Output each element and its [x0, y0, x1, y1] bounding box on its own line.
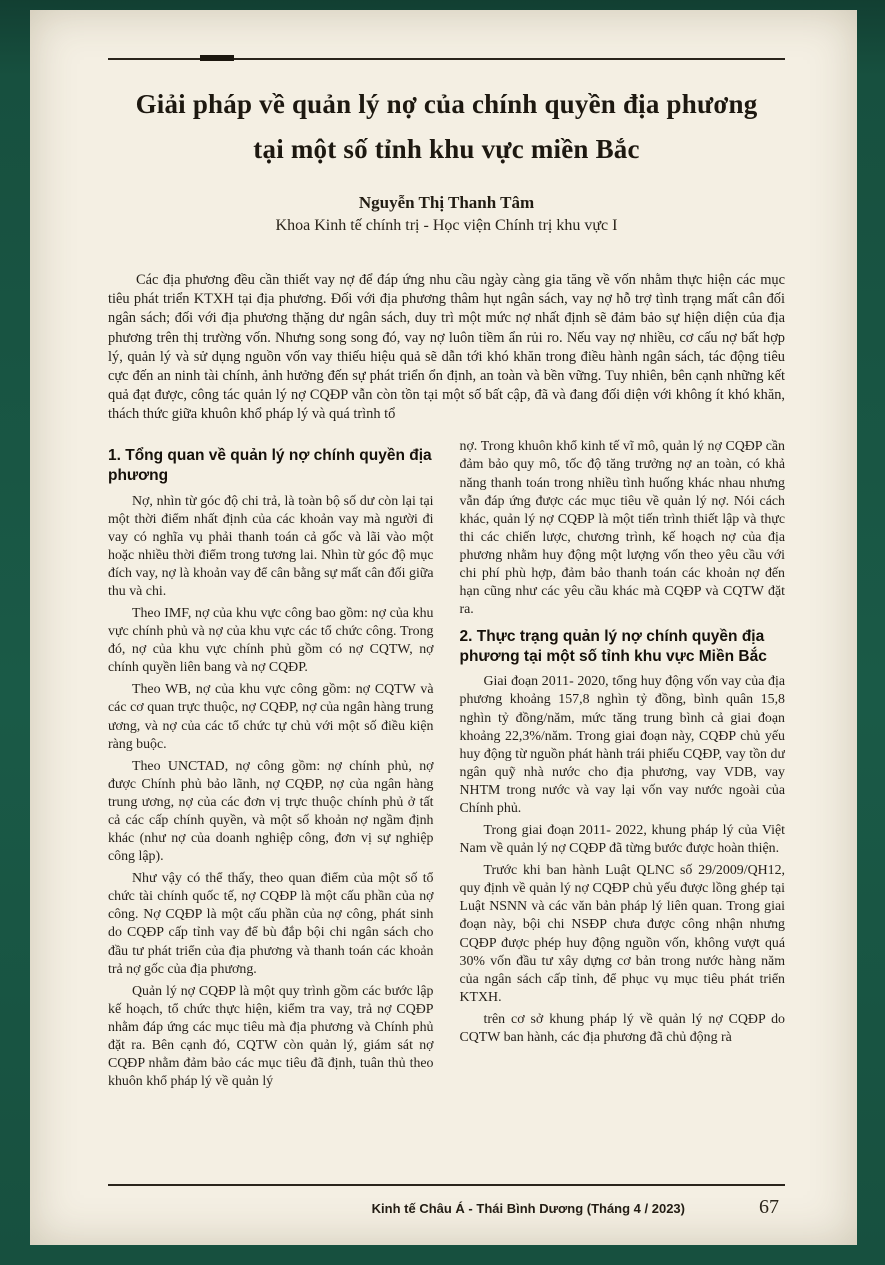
section-1-continuation-paragraph: nợ. Trong khuôn khổ kinh tế vĩ mô, quản lý nợ CQĐP cần đảm bảo quy mô, tốc độ tăng trưởng nợ an toàn, có khả năng thanh toán trong nhiều tình huống khác nhau nhưng vẫn đáp ứng được các mục tiêu về quản lý nợ. Nói cách khác, quản lý nợ CQĐP là một tiến trình thiết lập và thực thi các chiến lược, chương trình, kế hoạch nợ của địa phương nhằm huy động một lượng vốn theo yêu cầu với chi phí phù hợp, đảm bảo thanh toán các khoản nợ đến hạn cũng như các yêu cầu khác mà CQĐP và CQTW đặt ra.: [459, 439, 785, 618]
section-1-paragraph: Theo WB, nợ của khu vực công gồm: nợ CQTW và các cơ quan trực thuộc, nợ CQĐP, nợ của ngân hàng trung ương, và nợ của các tổ chức tự chủ với một số điều kiện ràng buộc.: [108, 682, 434, 752]
page-number: 67: [759, 1196, 779, 1218]
header-rule-tick: [200, 55, 234, 61]
section-1-paragraph: Nợ, nhìn từ góc độ chi trả, là toàn bộ số dư còn lại tại một thời điểm nhất định của các khoản vay mà người đi vay có nghĩa vụ phải thanh toán cả gốc và lãi vào một hoặc nhiều thời điểm trong tương lai. Nhìn từ góc độ mục đích vay, nợ là khoản vay để cân bằng sự mất cân đối giữa thu và chi.: [108, 493, 434, 600]
section-2-paragraph: Trong giai đoạn 2011- 2022, khung pháp lý của Việt Nam về quản lý nợ CQĐP đã từng bước được hoàn thiện.: [459, 823, 785, 857]
article-title-line1: Giải pháp về quản lý nợ của chính quyền địa phương: [135, 89, 758, 119]
header-rule: [108, 58, 785, 64]
left-column: [108, 438, 434, 1184]
page-footer: [108, 1184, 785, 1219]
section-1-paragraph: Quản lý nợ CQĐP là một quy trình gồm các bước lập kế hoạch, tổ chức thực hiện, kiểm tra vay, trả nợ CQĐP nhằm đáp ứng các mục tiêu mà địa phương và Chính phủ đặt ra. Bên cạnh đó, CQTW còn quản lý, giám sát nợ CQĐP nhằm đảm bảo các mục tiêu đã định, tuân thủ theo khuôn khổ pháp lý về quản lý: [108, 983, 434, 1090]
article-title-line2: tại một số tỉnh khu vực miền Bắc: [253, 133, 640, 164]
section-1-paragraph: Theo IMF, nợ của khu vực công bao gồm: nợ của khu vực chính phủ và nợ của khu vực các tổ chức công. Trong đó, nợ của khu vực chính phủ gồm có nợ CQTW, nợ chính quyền liên bang và nợ CQĐP.: [108, 606, 434, 676]
section-2-heading: 2. Thực trạng quản lý nợ chính quyền địa phương tại một số tỉnh khu vực Miền Bắc: [459, 628, 767, 666]
journal-title-footer: Kinh tế Châu Á - Thái Bình Dương (Tháng 4 / 2023): [371, 1201, 685, 1216]
author-name: Nguyễn Thị Thanh Tâm: [358, 193, 535, 213]
journal-page: [30, 10, 857, 1245]
article-title: [108, 82, 785, 171]
section-1-heading: 1. Tổng quan về quản lý nợ chính quyền địa phương: [108, 447, 432, 485]
right-column: [460, 438, 786, 1184]
section-2-paragraph: Trước khi ban hành Luật QLNC số 29/2009/QH12, quy định về quản lý nợ CQĐP chủ yếu được lồng ghép tại Luật NSNN và các văn bản pháp lý liên quan. Trong giai đoạn này, bội chi NSĐP chưa được công nhận nhưng CQĐP được phép huy động nguồn vốn, không vượt quá 30% vốn đầu tư xây dựng cơ bản trong nước hàng năm của ngân sách cấp tỉnh, để phục vụ mục tiêu phát triển KTXH.: [459, 863, 785, 1005]
section-2-paragraph: trên cơ sở khung pháp lý về quản lý nợ CQĐP do CQTW ban hành, các địa phương đã chủ động rà: [459, 1011, 785, 1045]
two-column-body: [108, 438, 785, 1184]
section-1-paragraph: Theo UNCTAD, nợ công gồm: nợ chính phủ, nợ được Chính phủ bảo lãnh, nợ CQĐP, nợ của ngân hàng trung ương, nợ của các đơn vị trực thuộc chính phủ ở tất cả các cấp chính quyền, và một số khoản nợ ngầm định khác (như nợ của doanh nghiệp công, đơn vị sự nghiệp công lập).: [108, 758, 434, 865]
author-affiliation: Khoa Kinh tế chính trị - Học viện Chính trị khu vực I: [275, 217, 618, 235]
section-2-paragraph: Giai đoạn 2011- 2020, tổng huy động vốn vay của địa phương khoảng 157,8 nghìn tỷ đồng, bình quân 15,8 nghìn tỷ đồng/năm, mức tăng trung bình cả giai đoạn khoảng 22,3%/năm. Trong giai đoạn này, CQĐP chủ yếu huy động từ nguồn phát hành trái phiếu CQĐP, vay tồn dư ngân quỹ nhà nước cho địa phương, vay VDB, vay NHTM trong nước và vay lại vốn vay nước ngoài của Chính phủ.: [459, 674, 785, 816]
section-1-paragraph: Như vậy có thể thấy, theo quan điểm của một số tổ chức tài chính quốc tế, nợ CQĐP là một cấu phần của nợ công. Nợ CQĐP là một cấu phần của nợ công, phát sinh do CQĐP cấp tỉnh vay để bù đắp bội chi ngân sách cho đầu tư phát triển của địa phương và thanh toán các khoản trả nợ gốc của địa phương.: [108, 871, 434, 977]
byline: [108, 193, 785, 235]
abstract-paragraph: Các địa phương đều cần thiết vay nợ để đáp ứng nhu cầu ngày càng gia tăng về vốn nhằm thực hiện các mục tiêu phát triển KTXH tại địa phương. Đối với địa phương thâm hụt ngân sách, vay nợ hỗ trợ tình trạng mất cân đối ngân sách; đối với địa phương thặng dư ngân sách, duy trì một mức nợ nhất định sẽ đảm bảo sự hiện diện của địa phương trên thị trường vốn. Nhưng song song đó, vay nợ luôn tiềm ẩn rủi ro. Nếu vay nợ nhiều, cơ cấu nợ bất hợp lý, quản lý và sử dụng nguồn vốn vay thiếu hiệu quả sẽ dẫn tới khó khăn trong điều hành ngân sách, tác động tiêu cực đến an ninh tài chính, ảnh hưởng đến sự phát triển ổn định, an toàn và bền vững. Tuy nhiên, bên cạnh những kết quả đạt được, công tác quản lý nợ CQĐP vẫn còn tồn tại một số bất cập, đã và đang đối diện với không ít khó khăn, thách thức giữa khuôn khổ pháp lý và quá trình tổ: [108, 272, 785, 423]
